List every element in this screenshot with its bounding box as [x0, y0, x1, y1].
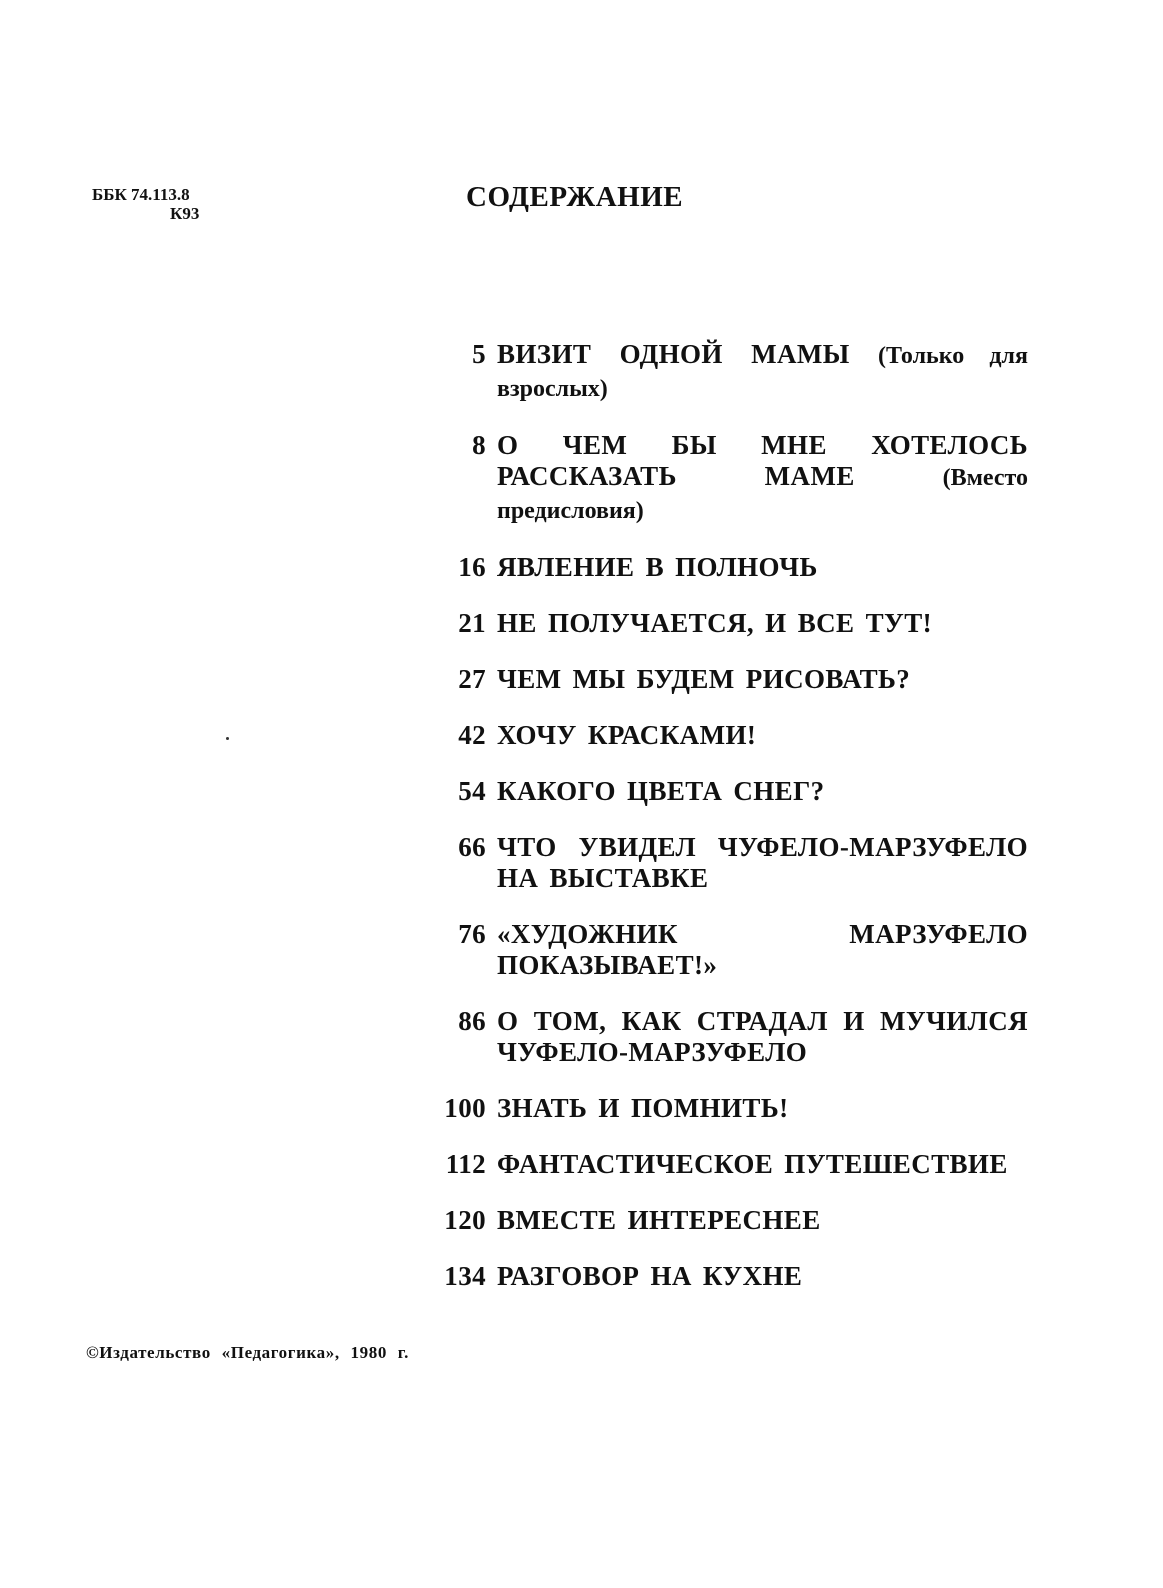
toc-entry-title [497, 552, 1028, 583]
page-title: СОДЕРЖАНИЕ [466, 181, 684, 213]
toc-entry [420, 664, 1028, 695]
toc-entry-title [497, 608, 1028, 639]
toc-page-number: 16 [458, 552, 486, 582]
toc-entry-main: ФАНТАСТИЧЕСКОЕ ПУТЕШЕСТВИЕ [497, 1149, 1008, 1179]
toc-entry-title [497, 664, 1028, 695]
toc-entry-title [497, 1205, 1028, 1236]
toc-entry-main: НЕ ПОЛУЧАЕТСЯ, И ВСЕ ТУТ! [497, 608, 933, 638]
toc-page-number: 112 [445, 1149, 486, 1179]
toc-entry-title [497, 1093, 1028, 1124]
copyright-notice: ©Издательство «Педагогика», 1980 г. [86, 1343, 410, 1362]
toc-page-number: 100 [444, 1093, 486, 1123]
toc-page-number: 21 [458, 608, 486, 638]
toc-entry [420, 919, 1028, 981]
table-of-contents [420, 339, 1028, 1317]
toc-entry-main: ЗНАТЬ И ПОМНИТЬ! [497, 1093, 789, 1123]
toc-entry [420, 430, 1028, 527]
bbk-code: ББК 74.113.8 [92, 185, 190, 204]
toc-page-number: 8 [472, 430, 486, 460]
toc-page-number: 5 [472, 339, 486, 369]
toc-entry-main: РАЗГОВОР НА КУХНЕ [497, 1261, 803, 1291]
toc-entry [420, 1006, 1028, 1068]
toc-entry [420, 720, 1028, 751]
toc-entry-main: О ЧЕМ БЫ МНЕ ХОТЕЛОСЬ РАССКАЗАТЬ МАМЕ [497, 430, 1028, 491]
author-mark: К93 [170, 204, 200, 223]
toc-entry-title [497, 430, 1028, 527]
toc-entry [420, 1149, 1028, 1180]
toc-entry-main: ЧТО УВИДЕЛ ЧУФЕЛО-МАРЗУФЕЛО НА ВЫСТАВКЕ [497, 832, 1028, 893]
toc-entry-main: ХОЧУ КРАСКАМИ! [497, 720, 757, 750]
toc-entry-main: «ХУДОЖНИК МАРЗУФЕЛО ПОКАЗЫВАЕТ!» [497, 919, 1028, 980]
toc-entry [420, 776, 1028, 807]
toc-entry [420, 832, 1028, 894]
toc-entry-main: ЧЕМ МЫ БУДЕМ РИСОВАТЬ? [497, 664, 911, 694]
toc-page-number: 86 [458, 1006, 486, 1036]
bbk-classification [92, 185, 199, 223]
toc-page-number: 66 [458, 832, 486, 862]
toc-entry [420, 1261, 1028, 1292]
toc-page-number: 76 [458, 919, 486, 949]
toc-entry-main: КАКОГО ЦВЕТА СНЕГ? [497, 776, 825, 806]
toc-page-number: 120 [444, 1205, 486, 1235]
toc-entry-subtitle: (Вместо предисловия) [497, 465, 1028, 524]
toc-page-number: 42 [458, 720, 486, 750]
toc-entry-title [497, 919, 1028, 981]
toc-entry-main: ВМЕСТЕ ИНТЕРЕСНЕЕ [497, 1205, 821, 1235]
toc-entry [420, 339, 1028, 405]
toc-entry-title [497, 1149, 1028, 1180]
toc-entry [420, 1205, 1028, 1236]
toc-entry-title [497, 339, 1028, 405]
toc-entry-title [497, 720, 1028, 751]
print-speck [226, 737, 229, 740]
toc-page-number: 54 [458, 776, 486, 806]
toc-entry-title [497, 776, 1028, 807]
toc-entry [420, 552, 1028, 583]
toc-entry-title [497, 1006, 1028, 1068]
toc-page-number: 134 [444, 1261, 486, 1291]
toc-page-number: 27 [458, 664, 486, 694]
toc-entry [420, 1093, 1028, 1124]
toc-entry-main: ЯВЛЕНИЕ В ПОЛНОЧЬ [497, 552, 818, 582]
toc-entry-title [497, 1261, 1028, 1292]
toc-entry-title [497, 832, 1028, 894]
toc-entry-main: ВИЗИТ ОДНОЙ МАМЫ [497, 339, 850, 369]
toc-entry-subtitle: (Только для взрослых) [497, 343, 1028, 402]
toc-entry-main: О ТОМ, КАК СТРАДАЛ И МУЧИЛСЯ ЧУФЕЛО-МАРЗУФЕЛО [497, 1006, 1028, 1067]
toc-entry [420, 608, 1028, 639]
